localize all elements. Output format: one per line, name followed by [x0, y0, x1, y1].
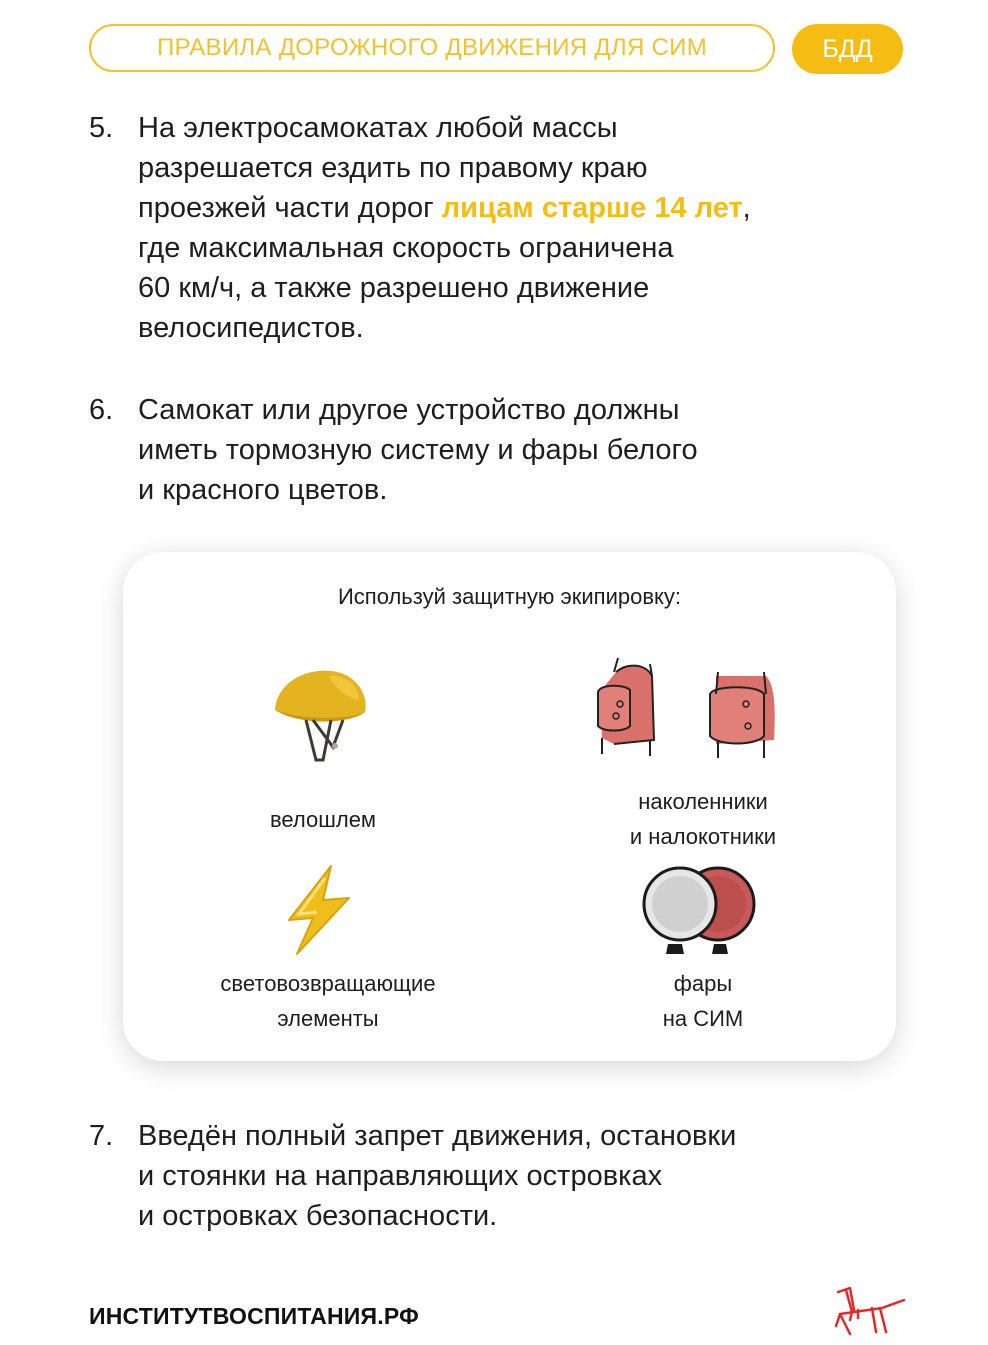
equipment-item-pads	[578, 784, 828, 854]
rule-line: 60 км/ч, а также разрешено движение	[138, 272, 650, 304]
headlights-icon	[638, 864, 758, 956]
equipment-item-helmet	[218, 802, 428, 837]
item-label: наколенники	[638, 789, 768, 814]
rule-6	[89, 390, 698, 510]
rule-5	[89, 108, 751, 348]
rule-line: На электросамокатах любой массы	[138, 112, 618, 144]
rule-line: разрешается ездить по правому краю	[138, 152, 648, 184]
rule-line: где максимальная скорость ограничена	[138, 232, 674, 264]
footer-site-link[interactable]: ИНСТИТУТВОСПИТАНИЯ.РФ	[89, 1303, 419, 1329]
equipment-item-headlights	[603, 966, 803, 1036]
item-label: фары	[673, 971, 733, 996]
lightning-icon	[283, 864, 355, 956]
rule-line-highlight-row	[138, 188, 751, 228]
rule-line: и стоянки на направляющих островках	[138, 1160, 663, 1192]
badge-label: БДД	[822, 34, 873, 63]
horse-logo-icon	[832, 1278, 908, 1340]
item-label: велошлем	[269, 807, 377, 832]
rule-line: велосипедистов.	[138, 312, 364, 344]
item-label: световозвращающие	[220, 971, 436, 996]
card-title: Используй защитную экипировку:	[337, 584, 682, 609]
rule-line: иметь тормозную систему и фары белого	[138, 434, 698, 466]
rule-number: 7.	[89, 1120, 114, 1152]
equipment-card	[123, 552, 896, 1061]
item-label: на СИМ	[662, 1006, 744, 1031]
age-highlight: лицам старше 14 лет	[441, 192, 743, 224]
item-label: элементы	[277, 1006, 379, 1031]
rule-line: Введён полный запрет движения, остановки	[138, 1120, 737, 1152]
rule-line: проезжей части дорог	[138, 192, 442, 224]
equipment-item-reflectors	[178, 966, 478, 1036]
rule-line: Самокат или другое устройство должны	[138, 394, 680, 426]
rule-number: 5.	[89, 112, 114, 144]
category-badge	[792, 24, 903, 74]
helmet-icon	[271, 662, 371, 767]
rule-7	[89, 1116, 736, 1236]
header-title: ПРАВИЛА ДОРОЖНОГО ДВИЖЕНИЯ ДЛЯ СИМ	[156, 34, 708, 61]
item-label: и налокотники	[629, 824, 777, 849]
rule-line: и красного цветов.	[138, 474, 388, 506]
rule-number: 6.	[89, 394, 114, 426]
knee-elbow-pads-icon	[588, 654, 778, 764]
header-title-pill	[89, 24, 775, 72]
punctuation: ,	[742, 192, 751, 224]
rule-line: и островках безопасности.	[138, 1200, 498, 1232]
